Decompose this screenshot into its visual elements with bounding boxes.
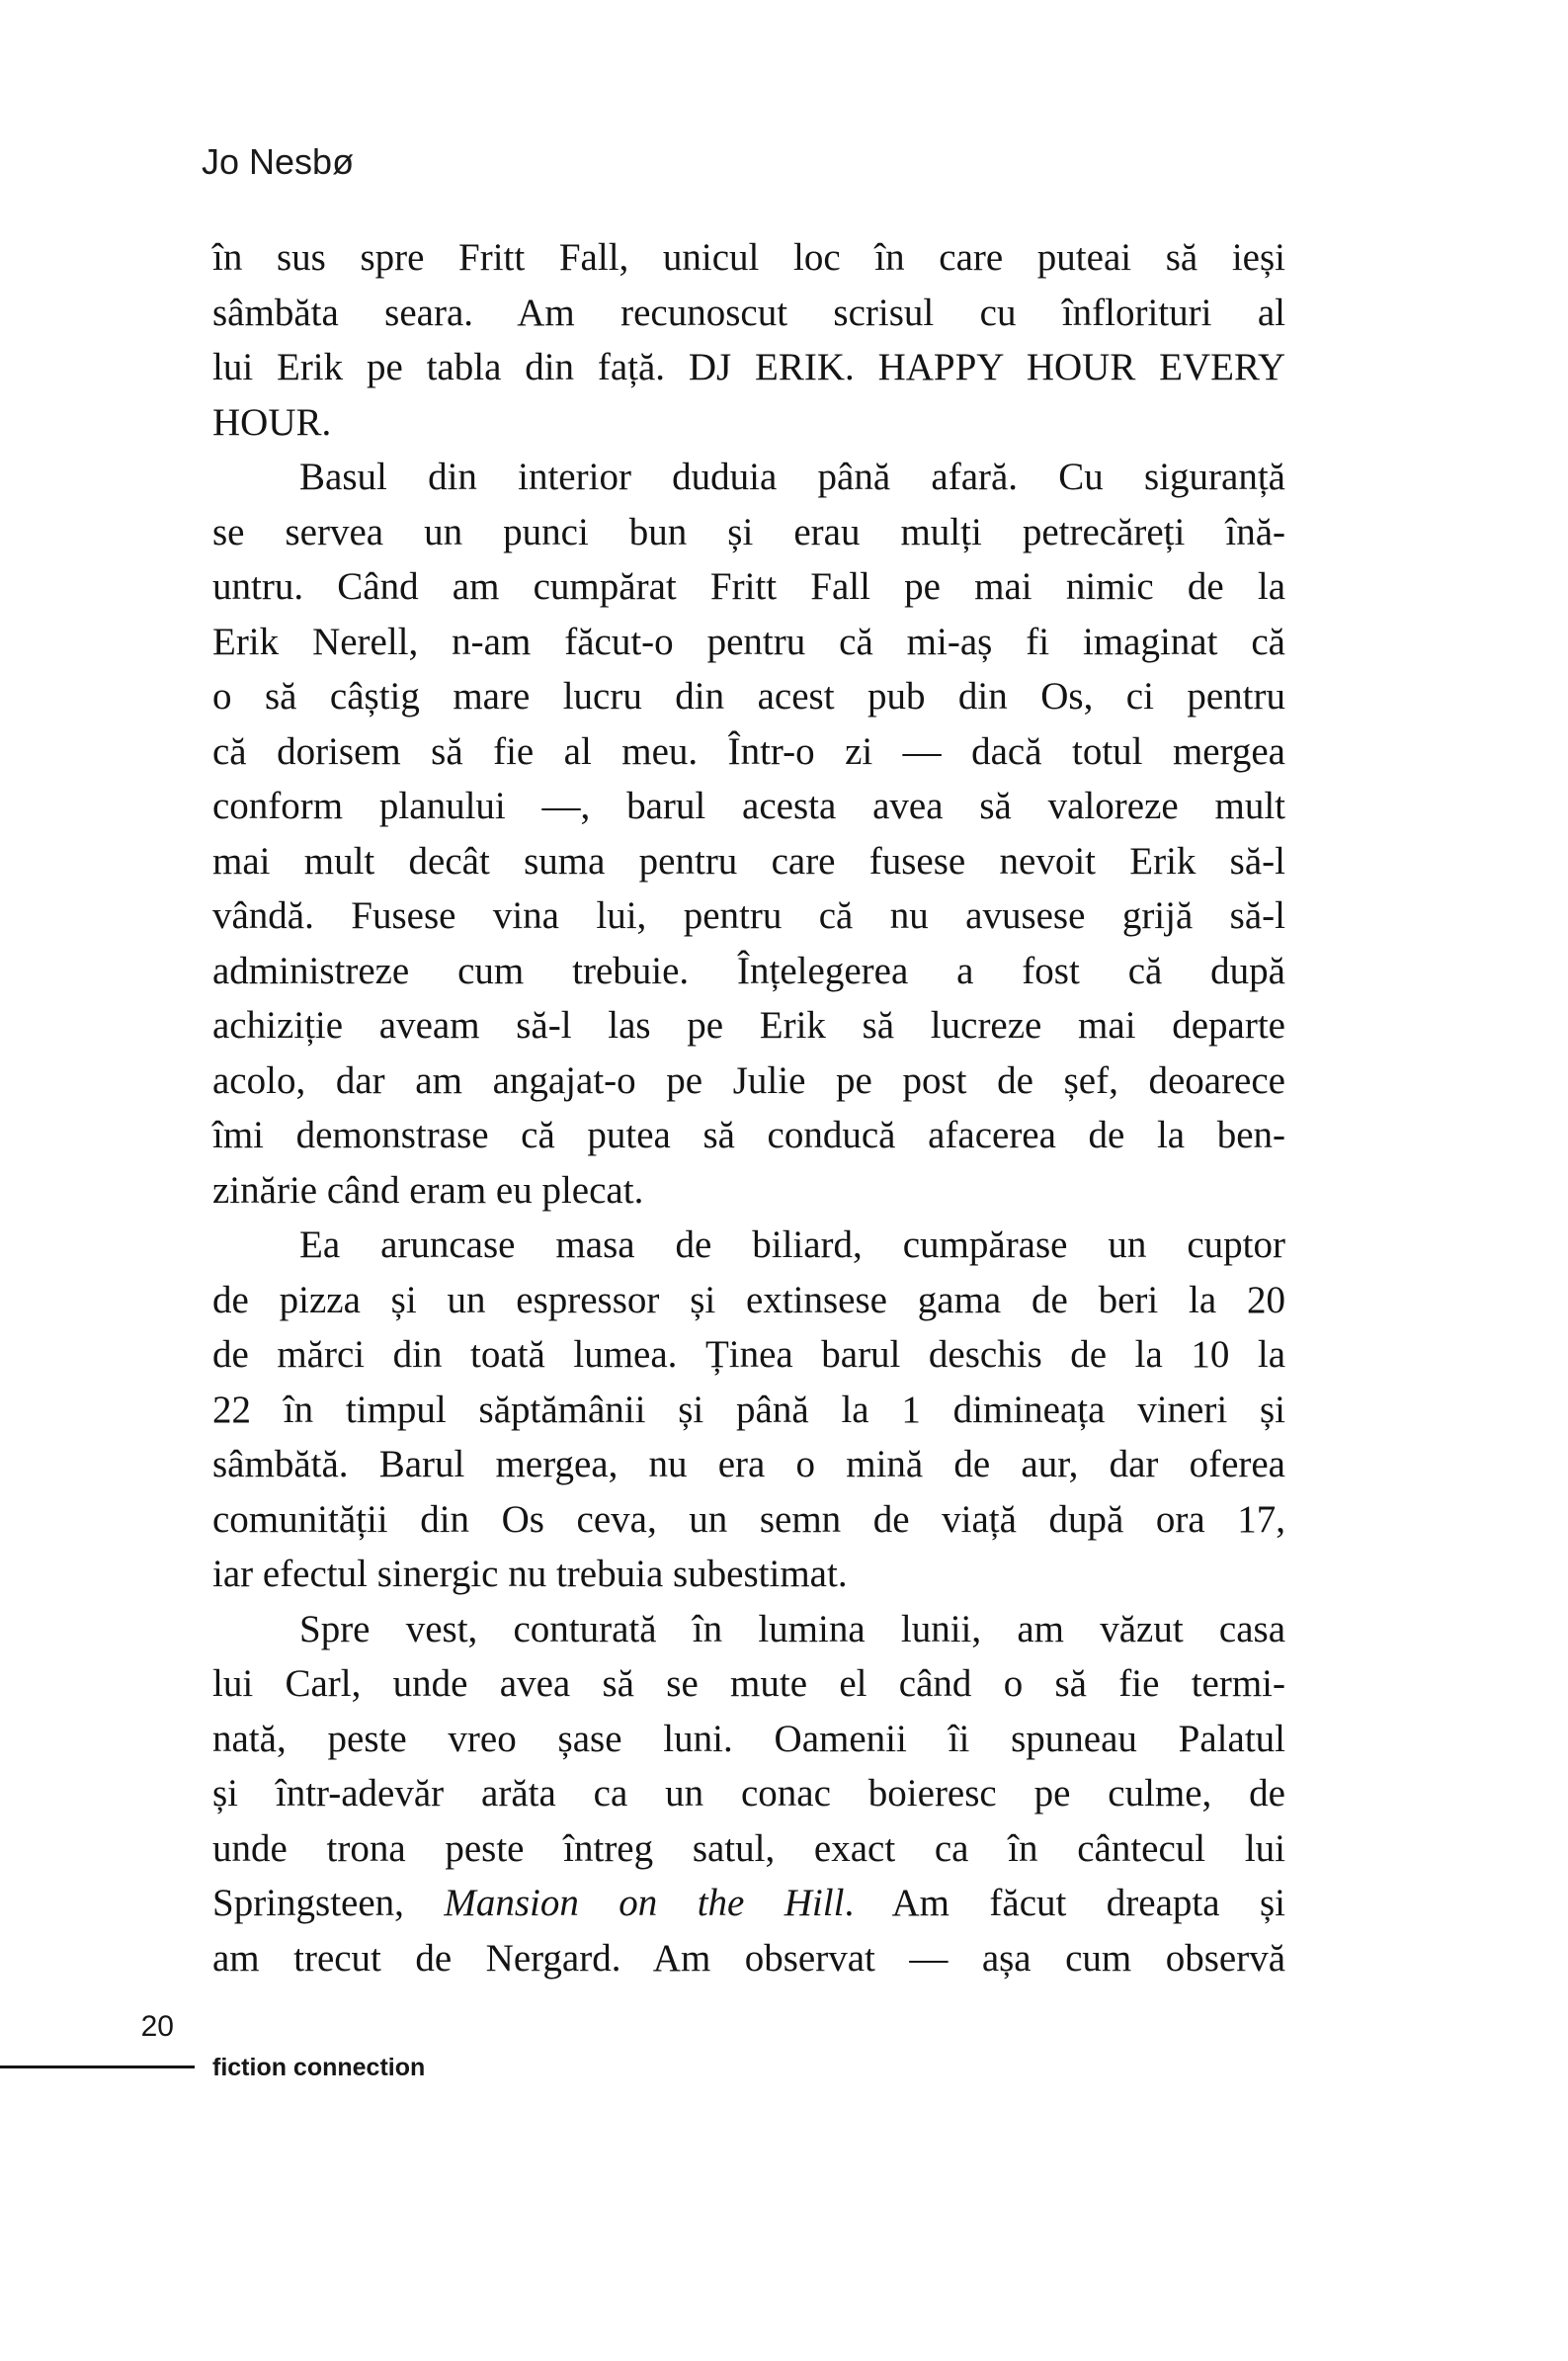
text-line <box>212 1821 1285 1877</box>
text-segment: și într-adevăr arăta ca un conac boieresc pe culme, de <box>212 1772 1285 1814</box>
text-segment: administreze cum trebuie. Înțelegerea a fost că după <box>212 949 1285 992</box>
text-line <box>212 1492 1285 1548</box>
text-line <box>212 1054 1285 1109</box>
text-line <box>212 450 1285 505</box>
text-line <box>212 779 1285 834</box>
text-segment: iar efectul sinergic nu trebuia subestimat. <box>212 1553 848 1595</box>
text-segment: Erik Nerell, n-am făcut-o pentru că mi-aș fi imaginat că <box>212 620 1285 663</box>
italic-song-title: Mansion on the Hill <box>444 1882 845 1924</box>
text-line <box>212 505 1285 560</box>
text-segment: comunității din Os ceva, un semn de viață după ora 17, <box>212 1497 1285 1541</box>
text-line <box>212 1766 1285 1821</box>
text-line <box>212 724 1285 780</box>
running-header-author: Jo Nesbø <box>202 141 355 182</box>
text-segment: achiziție aveam să-l las pe Erik să lucreze mai departe <box>212 1004 1285 1047</box>
text-line <box>212 395 1285 451</box>
text-line <box>212 669 1285 724</box>
text-line <box>212 1931 1285 1986</box>
text-line <box>212 286 1285 341</box>
text-segment: nată, peste vreo șase luni. Oamenii îi spuneau Palatul <box>212 1717 1285 1760</box>
footer-rule <box>0 2066 195 2068</box>
text-segment: zinărie când eram eu plecat. <box>212 1168 644 1212</box>
text-segment: de mărci din toată lumea. Ținea barul deschis de la 10 la <box>212 1333 1285 1376</box>
text-line <box>212 1437 1285 1492</box>
text-segment: de pizza și un espressor și extinsese gama de beri la 20 <box>212 1278 1285 1321</box>
text-segment: conform planului —, barul acesta avea să valoreze mult <box>212 785 1285 827</box>
body-text <box>212 230 1285 1985</box>
text-segment: Basul din interior duduia până afară. Cu siguranță <box>299 456 1285 498</box>
text-segment: se servea un punci bun și erau mulți petrecăreți înă- <box>212 510 1285 553</box>
text-line <box>212 1876 1285 1931</box>
text-line <box>212 340 1285 395</box>
text-segment: acolo, dar am angajat-o pe Julie pe post de șef, deoarece <box>212 1058 1285 1102</box>
text-line <box>212 1273 1285 1328</box>
text-segment: sâmbătă. Barul mergea, nu era o mină de aur, dar oferea <box>212 1443 1285 1485</box>
text-segment: îmi demonstrase că putea să conducă afacerea de la ben- <box>212 1114 1285 1156</box>
text-segment: lui Carl, unde avea să se mute el când o să fie termi- <box>212 1662 1285 1705</box>
text-segment: HOUR. <box>212 400 332 444</box>
text-segment: lui Erik pe tabla din față. DJ ERIK. HAPPY HOUR EVERY <box>212 346 1285 388</box>
text-line <box>212 1547 1285 1602</box>
text-segment: Springsteen, <box>212 1882 445 1924</box>
text-segment: o să câștig mare lucru din acest pub din Os, ci pentru <box>212 675 1285 717</box>
text-segment: Ea aruncase masa de biliard, cumpărase un cuptor <box>299 1223 1285 1266</box>
text-line <box>212 1712 1285 1767</box>
text-segment: că dorisem să fie al meu. Într-o zi — dacă totul mergea <box>212 729 1285 773</box>
text-segment: Spre vest, conturată în lumina lunii, am văzut casa <box>299 1607 1285 1650</box>
text-segment: unde trona peste întreg satul, exact ca în cântecul lui <box>212 1826 1285 1870</box>
imprint-label: fiction connection <box>212 2054 426 2081</box>
text-segment: 22 în timpul săptămânii și până la 1 dimineața vineri și <box>212 1388 1285 1431</box>
text-line <box>212 559 1285 615</box>
text-line <box>212 944 1285 999</box>
text-line <box>212 230 1285 286</box>
text-segment: untru. Când am cumpărat Fritt Fall pe mai nimic de la <box>212 565 1285 608</box>
text-segment: . Am făcut dreapta și <box>844 1882 1285 1924</box>
text-line <box>212 1108 1285 1163</box>
text-line <box>212 834 1285 889</box>
text-segment: mai mult decât suma pentru care fusese nevoit Erik să-l <box>212 839 1285 883</box>
text-segment: am trecut de Nergard. Am observat — așa cum observă <box>212 1936 1285 1980</box>
text-line <box>212 1656 1285 1712</box>
text-line <box>212 1218 1285 1273</box>
text-line <box>212 1383 1285 1438</box>
text-line <box>212 1327 1285 1383</box>
page-number: 20 <box>140 2010 174 2043</box>
text-segment: în sus spre Fritt Fall, unicul loc în care puteai să ieși <box>212 236 1285 279</box>
text-line <box>212 888 1285 944</box>
text-segment: vândă. Fusese vina lui, pentru că nu avusese grijă să-l <box>212 894 1285 937</box>
text-line <box>212 615 1285 670</box>
text-line <box>212 1602 1285 1657</box>
text-line <box>212 1163 1285 1219</box>
text-segment: sâmbăta seara. Am recunoscut scrisul cu înflorituri al <box>212 291 1285 334</box>
text-line <box>212 998 1285 1054</box>
